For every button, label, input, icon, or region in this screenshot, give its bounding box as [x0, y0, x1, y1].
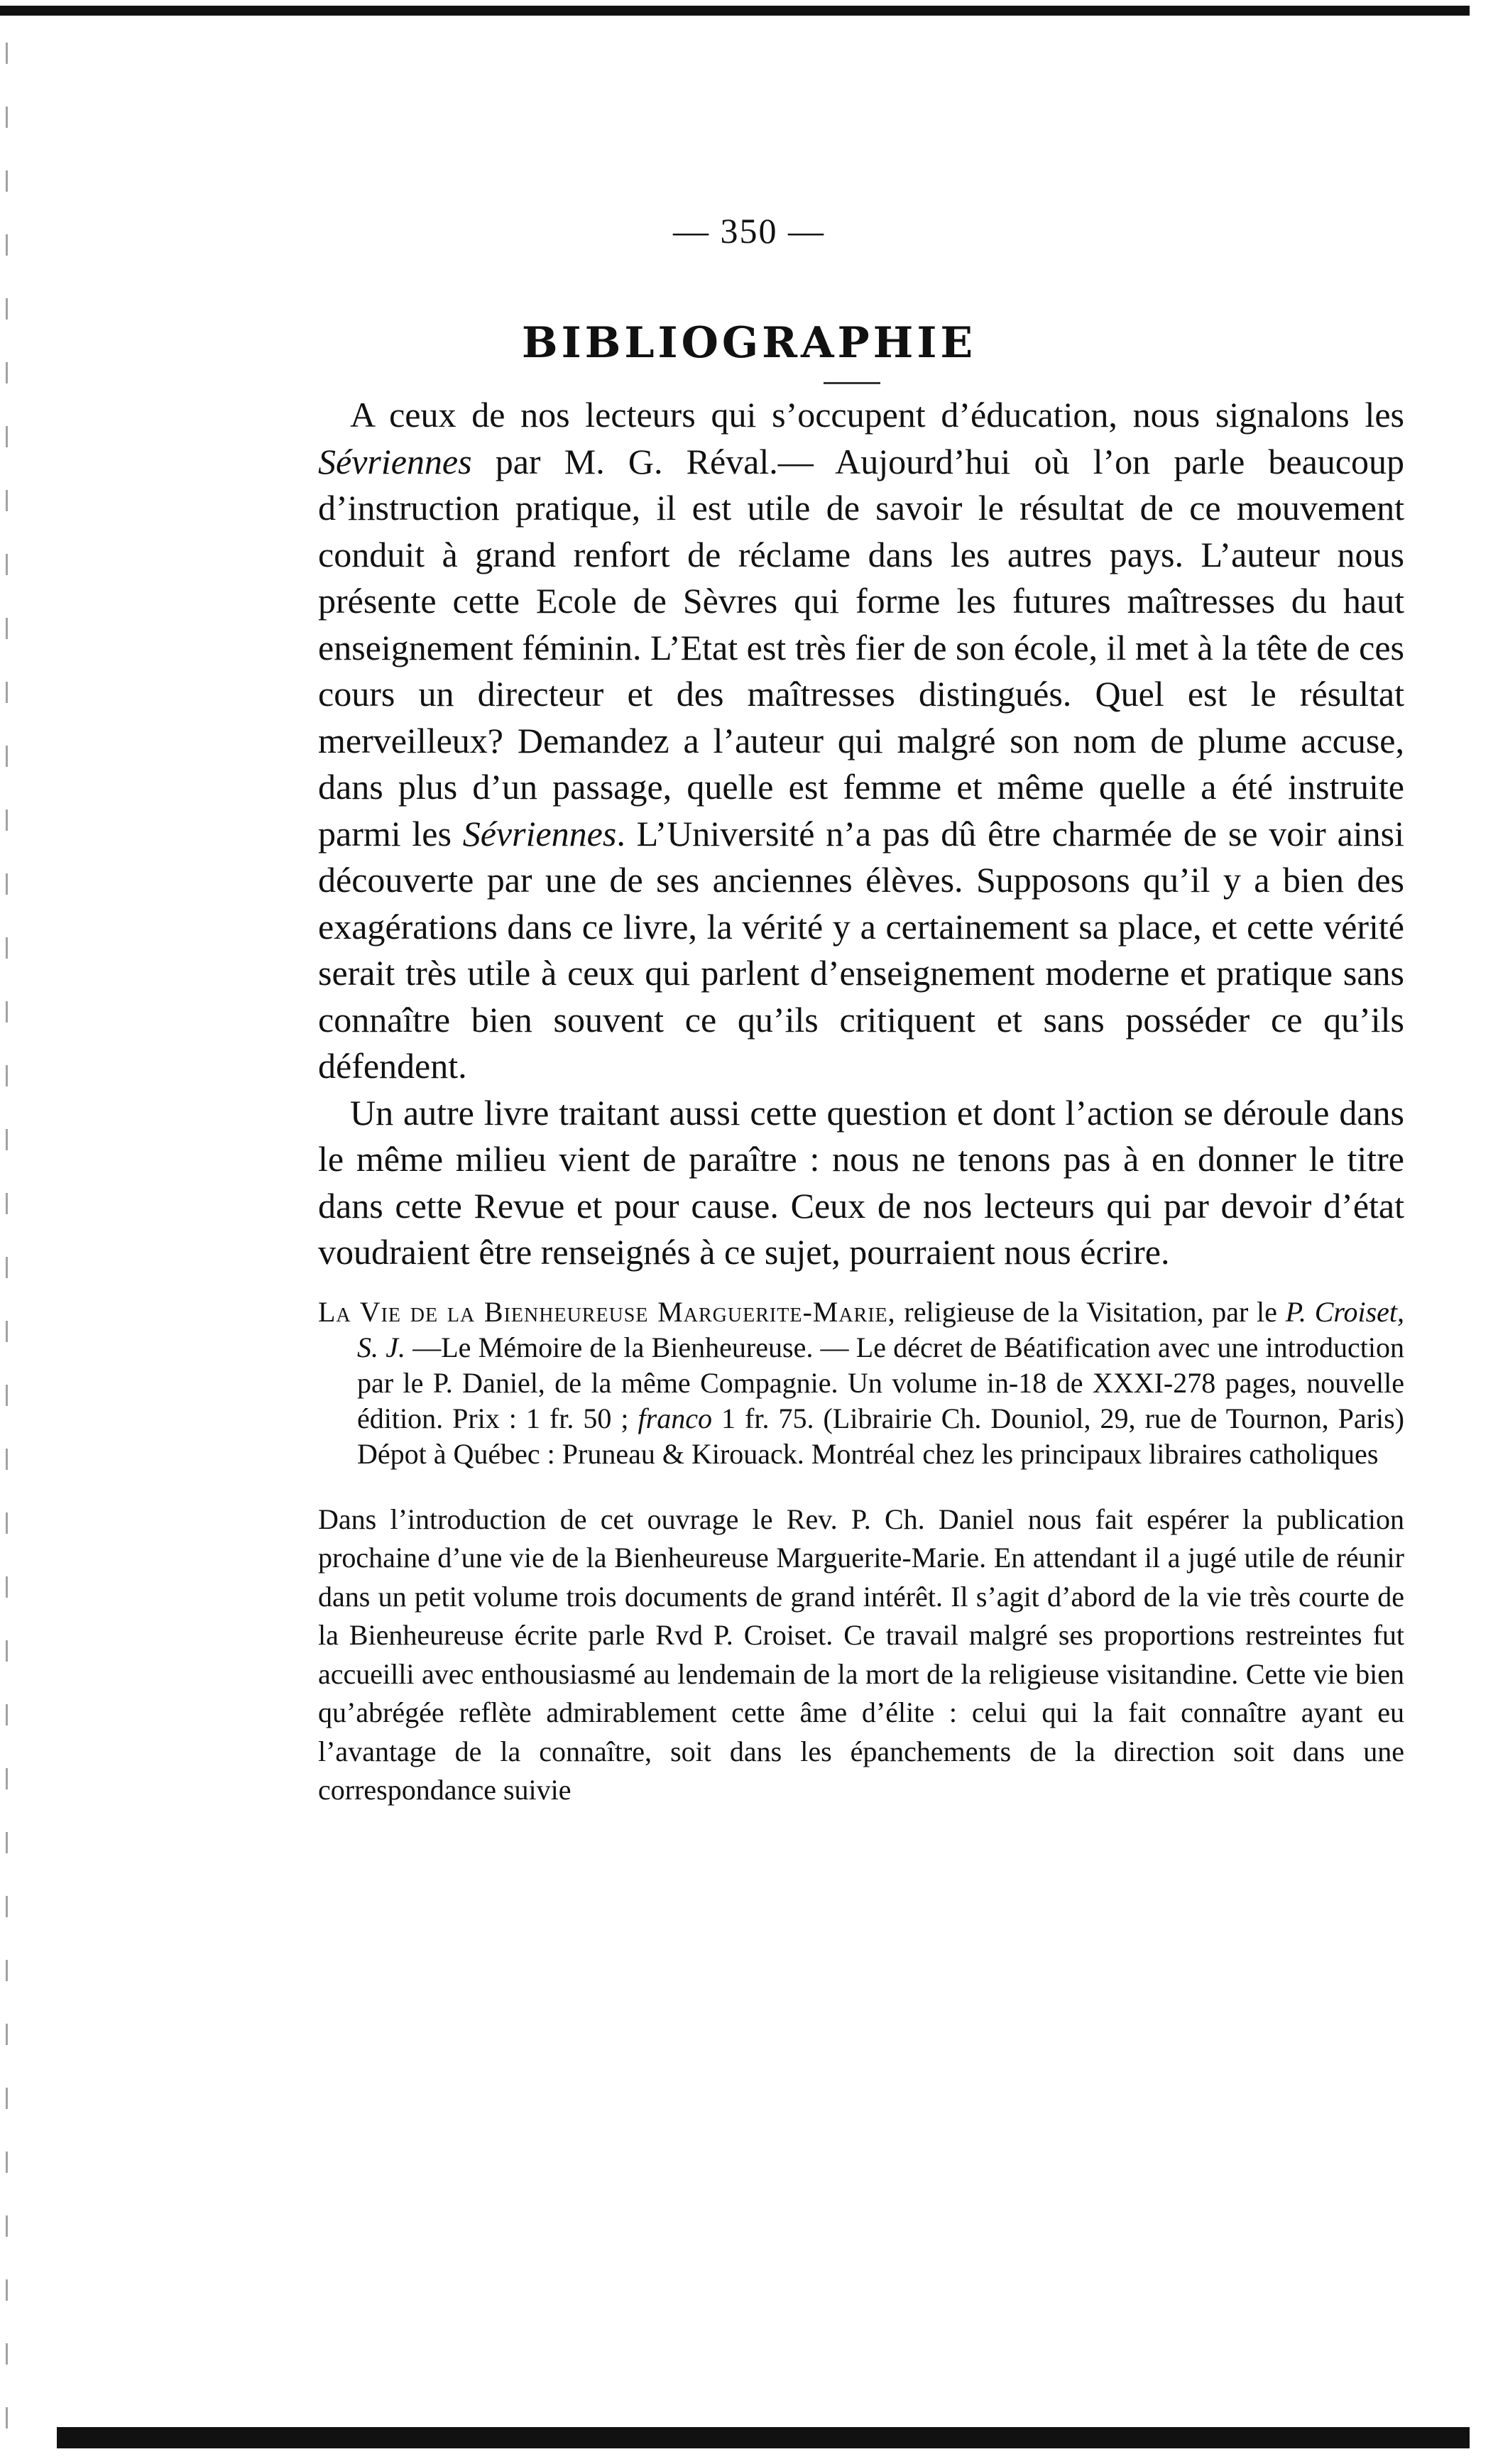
paragraph-sevriennes [318, 392, 1404, 1090]
section-title: BIBLIOGRAPHIE [521, 318, 977, 368]
citation-title: La Vie de la Bienheureuse Marguerite-Marie, [318, 1295, 896, 1328]
paragraph-autre-livre: Un autre livre traitant aussi cette question et dont l’action se déroule dans le même milieu vient de paraître : nous ne tenons pas à en donner le titre dans cette Revue et pour cause. Ceux de nos lecteurs qui par devoir d’état voudraient être renseignés à ce sujet, pourraient nous écrire. [318, 1092, 1404, 1272]
citation-text-3: 1 fr. 75. (Librairie Ch. Douniol, 29, rue de Tournon, Paris) Dépot à Québec : Pruneau & Kirouack. Montréal chez les principaux libraires catholiques [357, 1402, 1405, 1470]
page-number: — 350 — [673, 211, 825, 251]
book-title-sevriennes: Sévriennes [318, 441, 472, 481]
title-underline [824, 382, 880, 384]
book-title-sevriennes-2: Sévriennes [462, 813, 617, 854]
paragraph-1-part-1: A ceux de nos lecteurs qui s’occupent d’éducation, nous signalons les [350, 395, 1404, 435]
citation-franco: franco [638, 1402, 712, 1434]
citation-text-2: —Le Mémoire de la Bienheureuse. — Le décret de Béatification avec une introduction par le P. Daniel, de la même Compagnie. Un volume in-18 de XXXI-278 pages, nouvelle édition. Prix : 1 fr. 50 ; [357, 1331, 1404, 1434]
article-body [318, 392, 1404, 1838]
left-edge-scan-marks [6, 43, 8, 2443]
top-border-rule [0, 6, 1470, 16]
citation-text-1: religieuse de la Visitation, par le [895, 1295, 1286, 1328]
bottom-border-rule [57, 2427, 1470, 2448]
paragraph-1-part-2: par M. G. Réval.— Aujourd’hui où l’on parle beaucoup d’instruction pratique, il est utile de savoir le résultat de ce mouvement conduit à grand renfort de réclame dans les autres pays. L’auteur nous présente cette Ecole de Sèvres qui forme les futures maîtresses du haut enseignement féminin. L’Etat est très fier de son école, il met à la tête de ces cours un directeur et des maîtresses distingués. Quel est le résultat merveilleux? Demandez a l’auteur qui malgré son nom de plume accuse, dans plus d’un passage, quelle est femme et même quelle a été instruite parmi les [318, 441, 1404, 854]
book-citation [318, 1294, 1404, 1472]
paragraph-1-part-3: . L’Université n’a pas dû être charmée de se voir ainsi découverte par une de ses anciennes élèves. Supposons qu’il y a bien des exagérations dans ce livre, la vérité y a certainement sa place, et cette vérité serait très utile à ceux qui parlent d’enseignement moderne et pratique sans connaître bien souvent ce qu’ils critiquent et sans posséder ce qu’ils défendent. [318, 813, 1405, 1086]
citation-author: P. Croiset, S. J. [357, 1295, 1404, 1363]
paragraph-introduction: Dans l’introduction de cet ouvrage le Rev. P. Ch. Daniel nous fait espérer la publication prochaine d’une vie de la Bienheureuse Marguerite-Marie. En attendant il a jugé utile de réunir dans un petit volume trois documents de grand intérêt. Il s’agit d’abord de la vie très courte de la Bienheureuse écrite parle Rvd P. Croiset. Ce travail malgré ses proportions restreintes fut accueilli avec enthousiasmé au lendemain de la mort de la religieuse visitandine. Cette vie bien qu’abrégée reflète admirablement cette âme d’élite : celui qui la fait connaître ayant eu l’avantage de la connaître, soit dans les épanchements de la direction soit dans une correspondance suivie [318, 1503, 1404, 1806]
